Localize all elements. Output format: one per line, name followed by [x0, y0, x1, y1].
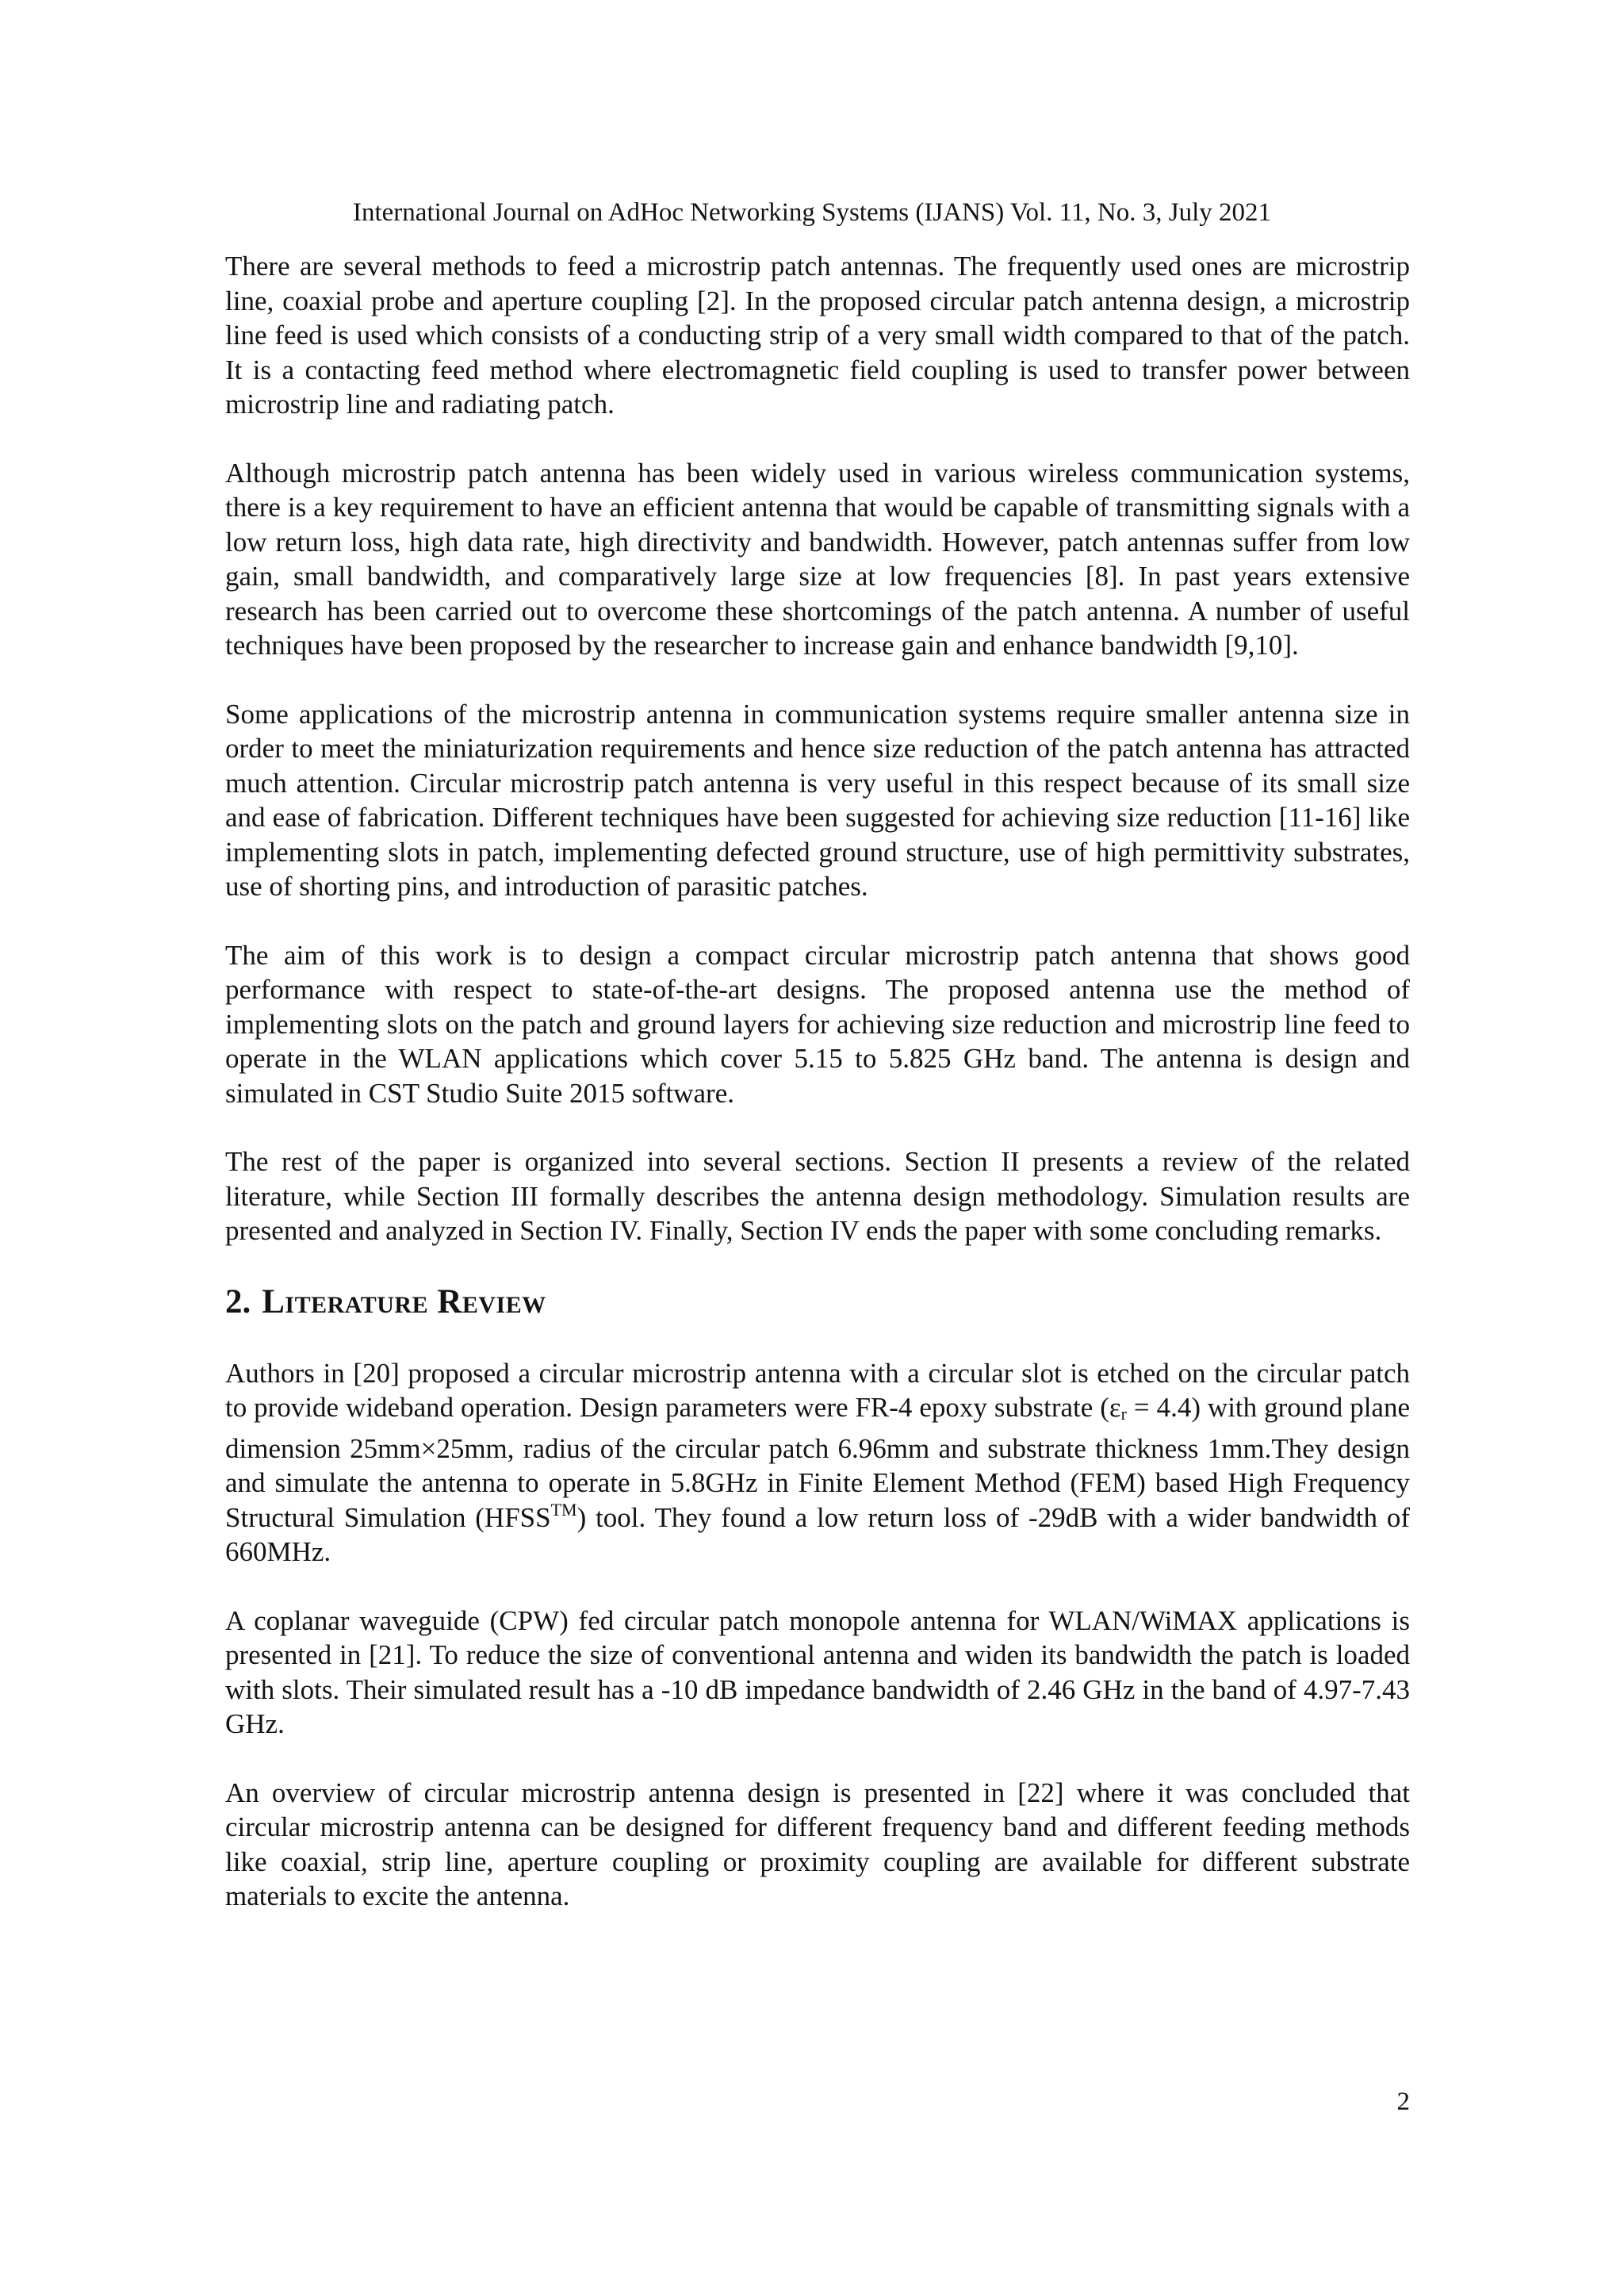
section-number: 2.	[225, 1282, 251, 1320]
page-number: 2	[1396, 2087, 1410, 2116]
running-header: International Journal on AdHoc Networking Systems (IJANS) Vol. 11, No. 3, July 2021	[353, 198, 1271, 227]
section-heading-literature-review	[225, 1282, 1410, 1322]
literature-paragraph-3: An overview of circular microstrip antenna design is presented in [22] where it was concluded that circular microstrip antenna can be designed for different frequency band and different feeding methods like coaxial, strip line, aperture coupling or proximity coupling are available for different substrate materials to excite the antenna.	[225, 1777, 1410, 1911]
intro-paragraph-2: Although microstrip patch antenna has been widely used in various wireless communication systems, there is a key requirement to have an efficient antenna that would be capable of transmitting signals with a low return loss, high data rate, high directivity and bandwidth. However, patch antennas suffer from low gain, small bandwidth, and comparatively large size at low frequencies [8]. In past years extensive research has been carried out to overcome these shortcomings of the patch antenna. A number of useful techniques have been proposed by the researcher to increase gain and enhance bandwidth [9,10].	[225, 457, 1410, 661]
section-title: Literature Review	[262, 1282, 546, 1320]
literature-paragraph-1-text-c: ) tool. They found a low return loss of -29dB with a wider bandwidth of 660MHz.	[225, 1501, 1410, 1567]
trademark-superscript: TM	[550, 1499, 577, 1520]
literature-paragraph-1-text-b: = 4.4) with ground plane dimension 25mm×25mm, radius of the circular patch 6.96mm and substrate thickness 1mm.They design and simulate the antenna to operate in 5.8GHz in Finite Element Method (FEM) based High Frequency Structural Simulation (HFSS	[225, 1392, 1410, 1533]
literature-paragraph-1-text-a: Authors in [20] proposed a circular microstrip antenna with a circular slot is etched on the circular patch to provide wideband operation. Design parameters were FR-4 epoxy substrate (ε	[225, 1357, 1410, 1423]
intro-paragraph-1: There are several methods to feed a microstrip patch antennas. The frequently used ones are microstrip line, coaxial probe and aperture coupling [2]. In the proposed circular patch antenna design, a microstrip line feed is used which consists of a conducting strip of a very small width compared to that of the patch. It is a contacting feed method where electromagnetic field coupling is used to transfer power between microstrip line and radiating patch.	[225, 251, 1410, 420]
epsilon-subscript: r	[1120, 1404, 1127, 1424]
intro-paragraph-5: The rest of the paper is organized into several sections. Section II presents a review of the related literature, while Section III formally describes the antenna design methodology. Simulation results are presented and analyzed in Section IV. Finally, Section IV ends the paper with some concluding remarks.	[225, 1146, 1410, 1246]
page-body	[225, 249, 1410, 1914]
literature-paragraph-1	[225, 1356, 1410, 1570]
literature-paragraph-2: A coplanar waveguide (CPW) fed circular patch monopole antenna for WLAN/WiMAX applications is presented in [21]. To reduce the size of conventional antenna and widen its bandwidth the patch is loaded with slots. Their simulated result has a -10 dB impedance bandwidth of 2.46 GHz in the band of 4.97-7.43 GHz.	[225, 1604, 1410, 1739]
intro-paragraph-4: The aim of this work is to design a compact circular microstrip patch antenna that shows good performance with respect to state-of-the-art designs. The proposed antenna use the method of implementing slots on the patch and ground layers for achieving size reduction and microstrip line feed to operate in the WLAN applications which cover 5.15 to 5.825 GHz band. The antenna is design and simulated in CST Studio Suite 2015 software.	[225, 939, 1410, 1109]
intro-paragraph-3: Some applications of the microstrip antenna in communication systems require smaller antenna size in order to meet the miniaturization requirements and hence size reduction of the patch antenna has attracted much attention. Circular microstrip patch antenna is very useful in this respect because of its small size and ease of fabrication. Different techniques have been suggested for achieving size reduction [11-16] like implementing slots in patch, implementing defected ground structure, use of high permittivity substrates, use of shorting pins, and introduction of parasitic patches.	[225, 698, 1410, 902]
